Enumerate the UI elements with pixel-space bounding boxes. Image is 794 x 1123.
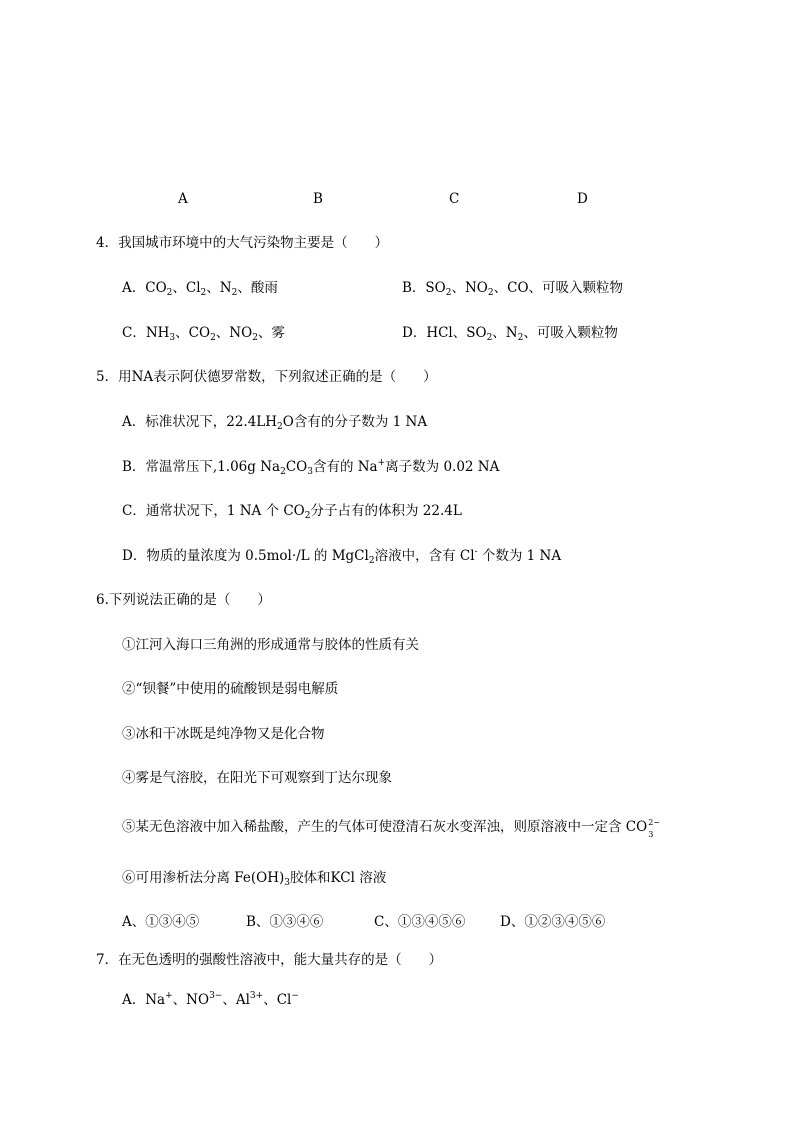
figure-label-a: A bbox=[178, 191, 188, 207]
question-6-option-c: C、①③④⑤⑥ bbox=[374, 914, 466, 930]
question-6-statement-3: ③冰和干冰既是纯净物又是化合物 bbox=[122, 726, 325, 742]
question-4-option-b: B．$SO_2$、$NO_2$、CO、可吸入颗粒物 bbox=[402, 280, 624, 298]
question-6-options bbox=[122, 913, 682, 931]
question-4-option-c: C．$NH_3$、$CO_2$、$NO_2$、雾 bbox=[122, 325, 285, 343]
question-5-option-b: B．常温常压下,1.06g $Na_2CO_3$含有的 Na+离子数为 0.02 NA bbox=[122, 458, 500, 477]
question-4-stem: 4．我国城市环境中的大气污染物主要是（ ） bbox=[96, 235, 389, 251]
question-6-statement-5: ⑤某无色溶液中加入稀盐酸，产生的气体可使澄清石灰水变浑浊，则原溶液中一定含 CO 2− 3 bbox=[122, 818, 660, 839]
question-6-option-d: D、①②③④⑤⑥ bbox=[500, 914, 606, 930]
question-5-option-c: C．通常状况下，1 NA 个 $CO_2$分子占有的体积为 22.4L bbox=[122, 503, 462, 521]
question-6-statement-2: ②“钡餐”中使用的硫酸钡是弱电解质 bbox=[122, 681, 339, 697]
question-4-option-a: A．$CO_2$、$Cl_2$、$N_2$、酸雨 bbox=[122, 280, 278, 298]
question-5-option-d: D．物质的量浓度为 0.5mol·/L 的 MgCl$_2$溶液中，含有 Cl- 个数为 1 NA bbox=[122, 547, 562, 566]
question-6-option-b: B、①③④⑥ bbox=[246, 914, 324, 930]
question-7-option-a: A．Na+、$NO^{3-}$、$Al^{3+}$、Cl− bbox=[122, 991, 299, 1008]
question-6-statement-6: ⑥可用渗析法分离 $Fe(OH)_3$胶体和KCl 溶液 bbox=[122, 870, 387, 888]
question-5-option-a: A．标准状况下，$22.4LH_2O$含有的分子数为 1 NA bbox=[122, 414, 428, 432]
figure-label-b: B bbox=[313, 191, 323, 207]
question-6-statement-4: ④雾是气溶胶，在阳光下可观察到丁达尔现象 bbox=[122, 770, 392, 786]
figure-label-c: C bbox=[449, 191, 460, 207]
question-6-statement-1: ①江河入海口三角洲的形成通常与胶体的性质有关 bbox=[122, 637, 419, 653]
figure-option-labels bbox=[0, 190, 794, 208]
carbonate-charge: 2− 3 bbox=[648, 818, 660, 839]
question-6-option-a: A、①③④⑤ bbox=[122, 914, 200, 930]
question-7-stem: 7．在无色透明的强酸性溶液中，能大量共存的是（ ） bbox=[96, 952, 443, 968]
question-6-stem: 6.下列说法正确的是（ ） bbox=[96, 592, 271, 608]
question-4-option-d: D．HCl、$SO_2$、$N_2$、可吸入颗粒物 bbox=[402, 325, 618, 343]
figure-label-d: D bbox=[577, 191, 588, 207]
question-5-stem: 5．用NA表示阿伏德罗常数，下列叙述正确的是（ ） bbox=[96, 369, 437, 385]
